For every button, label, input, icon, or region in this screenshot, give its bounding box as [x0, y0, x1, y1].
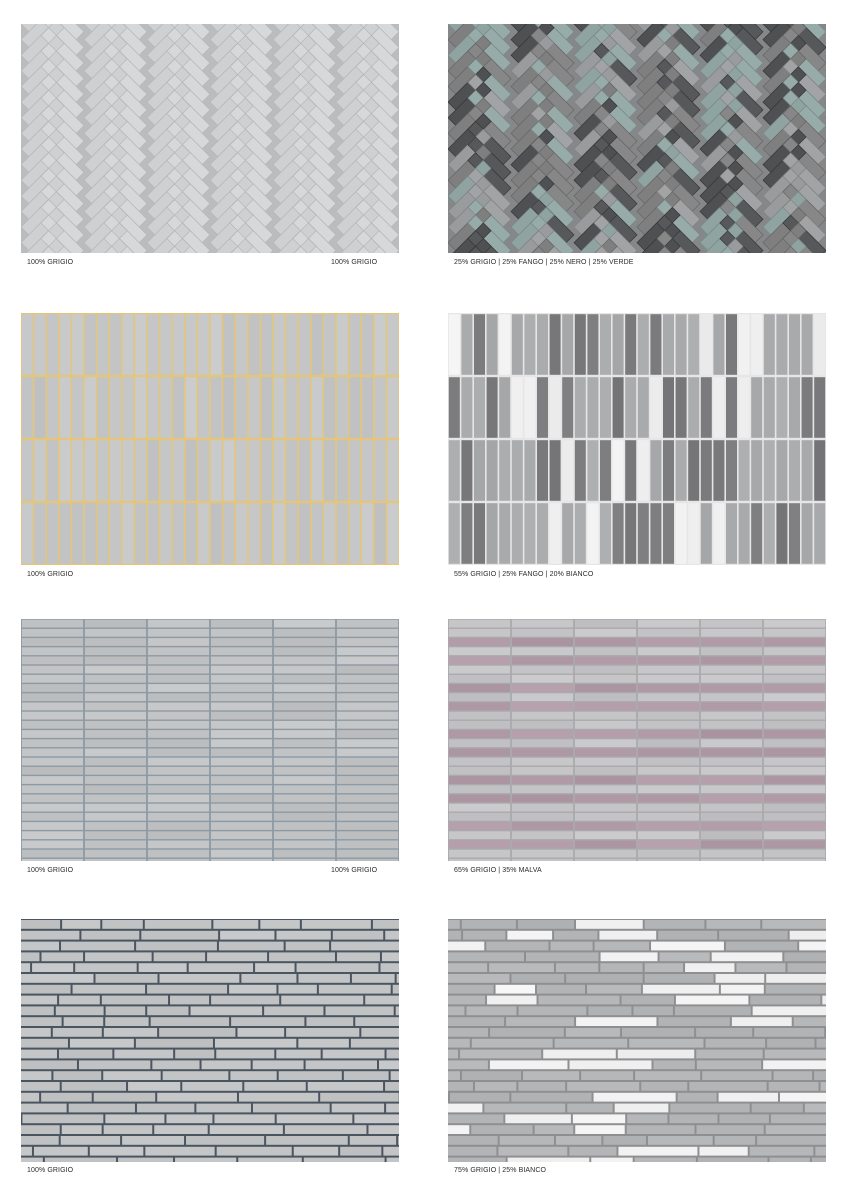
panel-caption-left: 100% GRIGIO: [27, 259, 74, 266]
panel-caption: 55% GRIGIO | 25% FANGO | 20% BIANCO: [454, 571, 594, 578]
tile-swatch: [21, 919, 399, 1162]
panel-caption: 75% GRIGIO | 25% BIANCO: [454, 1167, 547, 1174]
panel-caption: 65% GRIGIO | 35% MALVA: [454, 867, 542, 874]
panel-caption: 100% GRIGIO: [27, 1167, 74, 1174]
tile-swatch: [448, 313, 826, 565]
tile-swatch: [448, 24, 826, 253]
tile-swatch: [21, 619, 399, 861]
panel-caption: 25% GRIGIO | 25% FANGO | 25% NERO | 25% VERDE: [454, 259, 634, 266]
panel-caption: 100% GRIGIO: [27, 571, 74, 578]
panel-caption-right: 100% GRIGIO: [331, 259, 378, 266]
panel-caption-left: 100% GRIGIO: [27, 867, 74, 874]
tile-swatch: [448, 619, 826, 861]
tile-swatch: [21, 313, 399, 565]
tile-swatch: [21, 24, 399, 253]
panel-caption-right: 100% GRIGIO: [331, 867, 378, 874]
tile-swatch: [448, 919, 826, 1162]
